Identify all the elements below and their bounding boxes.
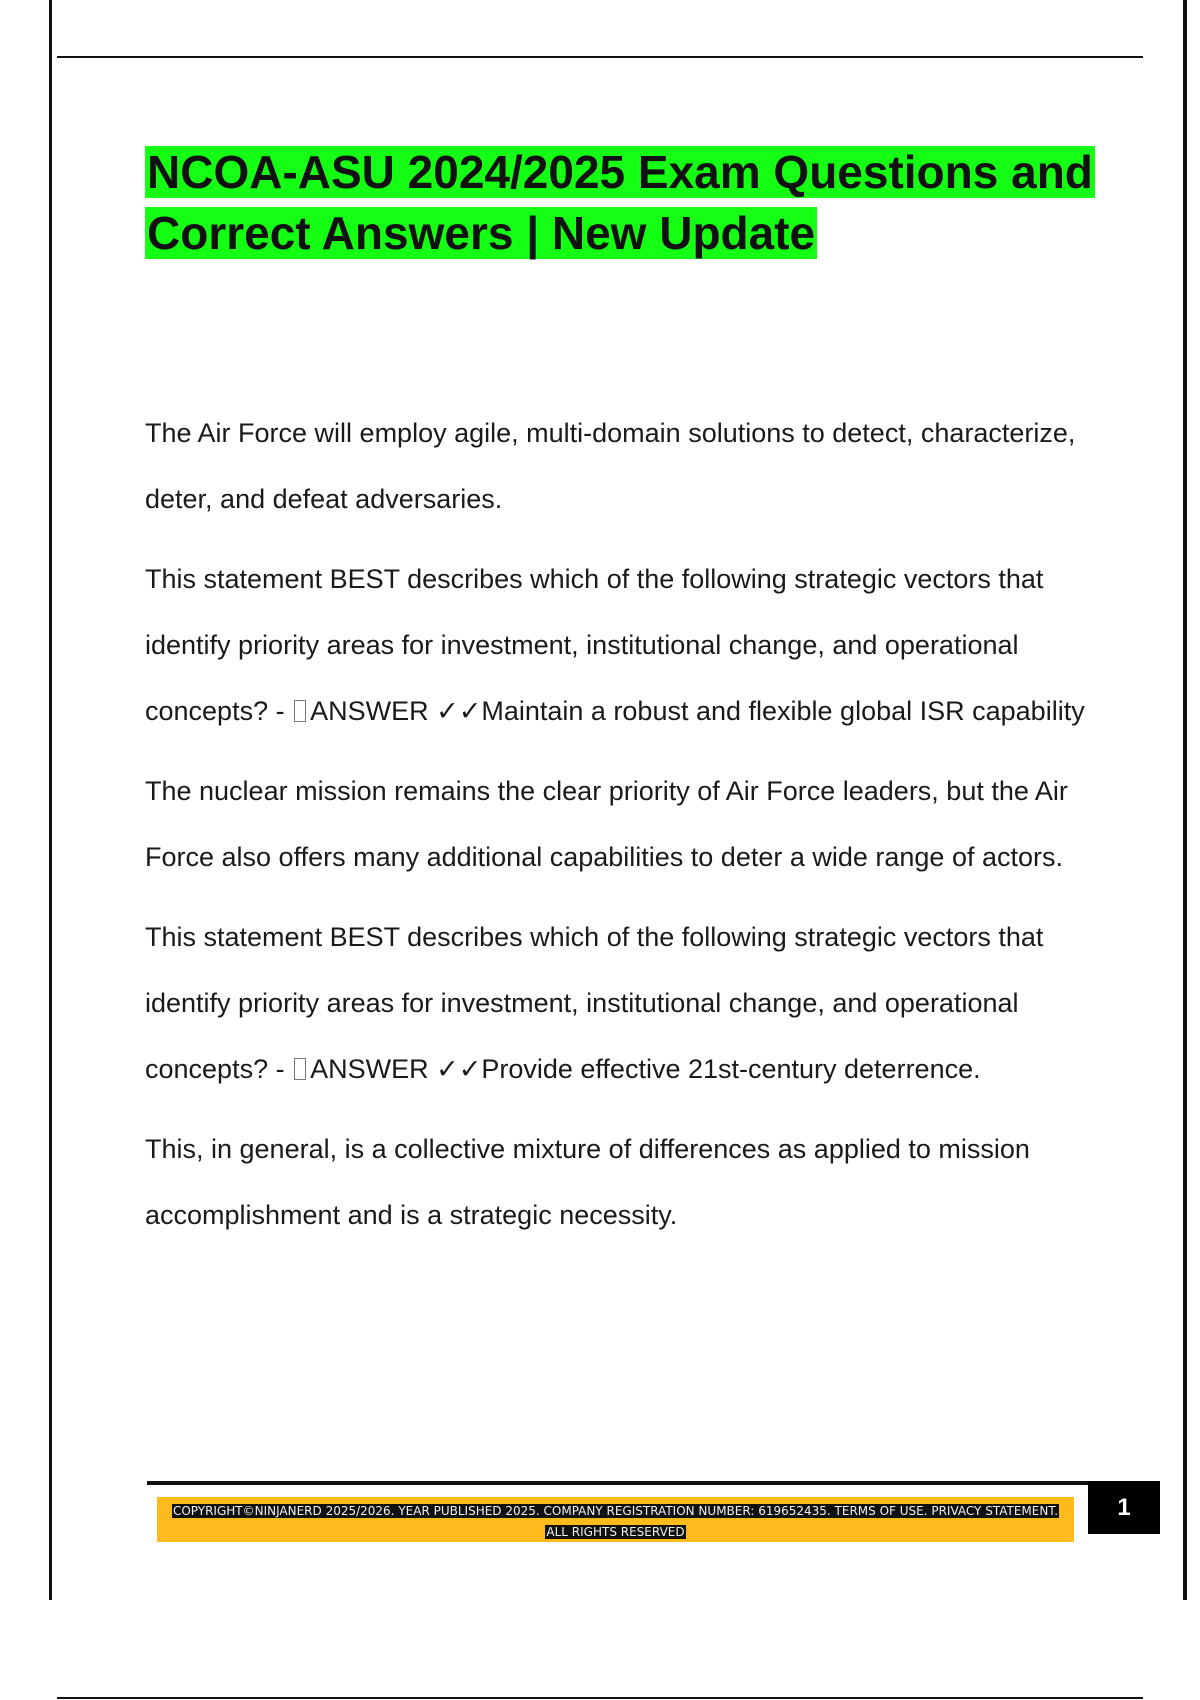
paragraph-statement-3: This, in general, is a collective mixture of differences as applied to mission accomplishment and is a strategic necessity.: [145, 1134, 1030, 1230]
answer-2-prefix: ANSWER ✓✓: [310, 1054, 482, 1084]
footer-copyright-text: COPYRIGHT©NINJANERD 2025/2026. YEAR PUBLISHED 2025. COMPANY REGISTRATION NUMBER: 619652435. TERMS OF USE. PRIVACY STATEMENT. ALL RIGHTS RESERVED: [172, 1504, 1059, 1539]
paragraph-statement-1: The Air Force will employ agile, multi-domain solutions to detect, characterize, deter, and defeat adversaries.: [145, 418, 1076, 514]
question-1-text: This statement BEST describes which of the following strategic vectors that identify priority areas for investment, institutional change, and operational concepts? -: [145, 564, 1044, 726]
document-title: [145, 142, 1105, 264]
question-1: [145, 546, 1105, 744]
title-highlight: NCOA-ASU 2024/2025 Exam Questions and Correct Answers | New Update: [147, 146, 1093, 259]
page-number: 1: [1088, 1481, 1160, 1534]
footer-copyright: [170, 1501, 1061, 1543]
page-left-border: [49, 0, 52, 1600]
page-right-border: [1183, 0, 1187, 1600]
header-rule: [57, 56, 1143, 58]
footer-rule: [147, 1481, 1090, 1485]
paragraph-statement-2: The nuclear mission remains the clear priority of Air Force leaders, but the Air Force also offers many additional capabilities to deter a wide range of actors.: [145, 776, 1068, 872]
missing-glyph-icon: [294, 1058, 306, 1080]
next-page-rule: [57, 1697, 1143, 1699]
document-body: [145, 400, 1105, 1262]
question-2: [145, 904, 1105, 1102]
answer-1-text: Maintain a robust and flexible global ISR capability: [481, 696, 1085, 726]
answer-1-prefix: ANSWER ✓✓: [310, 696, 482, 726]
answer-2-text: Provide effective 21st-century deterrence.: [481, 1054, 981, 1084]
question-2-text: This statement BEST describes which of the following strategic vectors that identify priority areas for investment, institutional change, and operational concepts? -: [145, 922, 1044, 1084]
missing-glyph-icon: [294, 700, 306, 722]
